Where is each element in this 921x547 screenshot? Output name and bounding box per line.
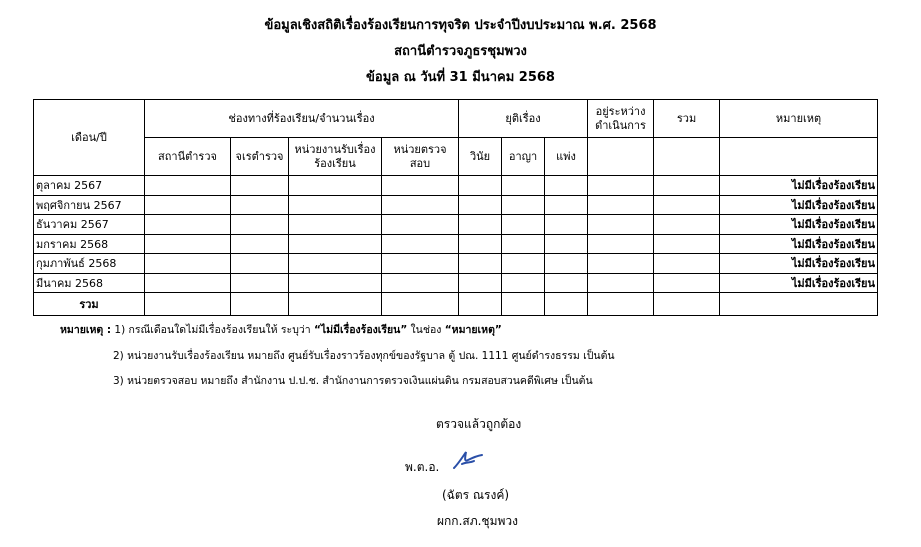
note-2: 2) หน่วยงานรับเรื่องร้องเรียน หมายถึง ศูนย์รับเรื่องราวร้องทุกข์ของรัฐบาล ตู้ ปณ. 1111 ศูนย์ดำรงธรรม เป็นต้น: [113, 350, 615, 362]
header-in-progress: อยู่ระหว่างดำเนินการ: [588, 100, 654, 138]
table-row: [34, 254, 878, 274]
remark-cell: ไม่มีเรื่องร้องเรียน: [720, 254, 878, 274]
complaint-statistics-table: [33, 99, 878, 316]
signer-position: ผกก.สภ.ชุมพวง: [437, 514, 518, 528]
header-total: รวม: [654, 100, 720, 138]
data-date: ข้อมูล ณ วันที่ 31 มีนาคม 2568: [366, 70, 555, 85]
note-1-text: 1) กรณีเดือนใดไม่มีเรื่องร้องเรียนให้ ระบุว่า: [114, 324, 314, 336]
header-audit: หน่วยตรวจสอบ: [382, 138, 459, 176]
month-cell: มกราคม 2568: [34, 234, 145, 254]
note-1-mid: ในช่อง: [407, 324, 445, 336]
header-civil: แพ่ง: [545, 138, 588, 176]
header-channels: ช่องทางที่ร้องเรียน/จำนวนเรื่อง: [145, 100, 459, 138]
table-row: [34, 273, 878, 293]
station-name: สถานีตำรวจภูธรชุมพวง: [394, 44, 527, 59]
remark-cell: ไม่มีเรื่องร้องเรียน: [720, 195, 878, 215]
header-agency: หน่วยงานรับเรื่องร้องเรียน: [289, 138, 382, 176]
table-row: [34, 234, 878, 254]
month-cell: มีนาคม 2568: [34, 273, 145, 293]
header-month: เดือน/ปี: [34, 100, 145, 176]
remark-cell: ไม่มีเรื่องร้องเรียน: [720, 215, 878, 235]
total-row: [34, 293, 878, 316]
remark-cell: ไม่มีเรื่องร้องเรียน: [720, 273, 878, 293]
header-remark: หมายเหตุ: [720, 100, 878, 138]
month-cell: พฤศจิกายน 2567: [34, 195, 145, 215]
report-title: ข้อมูลเชิงสถิติเรื่องร้องเรียนการทุจริต ประจำปีงบประมาณ พ.ศ. 2568: [264, 18, 657, 33]
header-total-blank: [654, 138, 720, 176]
header-in-progress-blank: [588, 138, 654, 176]
header-ended: ยุติเรื่อง: [459, 100, 588, 138]
verified-text: ตรวจแล้วถูกต้อง: [436, 417, 522, 431]
table-row: [34, 195, 878, 215]
notes-label: หมายเหตุ :: [60, 324, 112, 336]
header-criminal: อาญา: [502, 138, 545, 176]
note-1: [60, 323, 502, 337]
table-row: [34, 215, 878, 235]
header-remark-blank: [720, 138, 878, 176]
month-cell: กุมภาพันธ์ 2568: [34, 254, 145, 274]
note-3: 3) หน่วยตรวจสอบ หมายถึง สำนักงาน ป.ป.ช. สำนักงานการตรวจเงินแผ่นดิน กรมสอบสวนคดีพิเศษ เป็นต้น: [113, 375, 593, 387]
table-row: [34, 176, 878, 196]
month-cell: ตุลาคม 2567: [34, 176, 145, 196]
header-discipline: วินัย: [459, 138, 502, 176]
handwritten-signature: [448, 446, 488, 472]
header-station: สถานีตำรวจ: [145, 138, 231, 176]
note-1-quote: “ไม่มีเรื่องร้องเรียน”: [314, 324, 408, 336]
header-inspector: จเรตำรวจ: [231, 138, 289, 176]
signer-name: (ฉัตร ณรงค์): [442, 488, 510, 502]
total-label: รวม: [34, 293, 145, 316]
note-1-column: “หมายเหตุ”: [444, 324, 502, 336]
signer-rank: พ.ต.อ.: [405, 460, 440, 474]
month-cell: ธันวาคม 2567: [34, 215, 145, 235]
remark-cell: ไม่มีเรื่องร้องเรียน: [720, 176, 878, 196]
remark-cell: ไม่มีเรื่องร้องเรียน: [720, 234, 878, 254]
